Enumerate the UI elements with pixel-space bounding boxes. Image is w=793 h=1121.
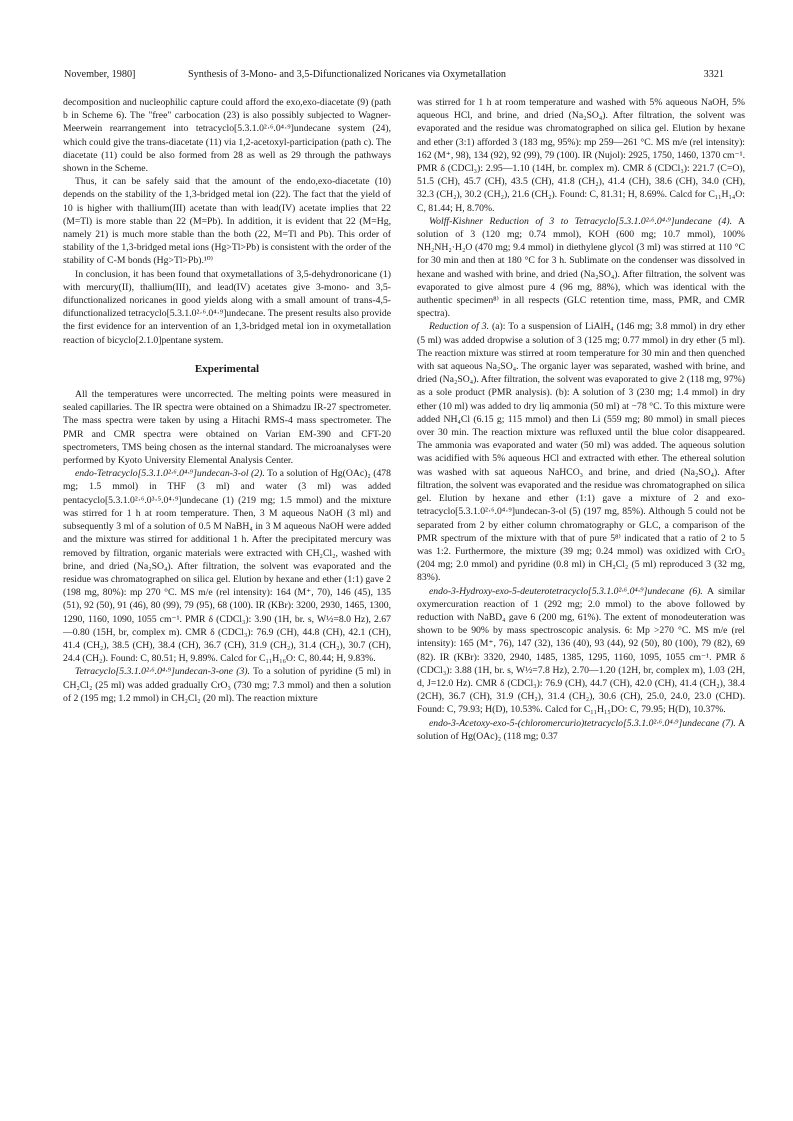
paragraph: In conclusion, it has been found that oxymetallations of 3,5-dehydronoricane (1) with mercury(II), thallium(III), and lead(IV) acetates give 3-mono- and 3,5-difunctionalized noricanes in good yields along with a small amount of trans-4,5-difunctionalized tetracyclo[5.3.1.0²·⁶.0⁴·⁹]undecane. The present results also provide the first evidence for an intervention of an 1,3-bridged metal ion in oxymetallation reaction of bicyclo[2.1.0]pentane system. [63, 268, 391, 346]
compound-procedure: (a): To a suspension of LiAlH₄ (146 mg; 3.8 mmol) in dry ether (5 ml) was added dropwise a solution of 3 (125 mg; 0.77 mmol) in dry ether (5 ml). The reaction mixture was stirred at room temperature for 30 min and then quenched with sat aqueous Na₂SO₄. The organic layer was separated, washed with brine, and dried (Na₂SO₄). After filtration, the solvent was evaporated to give 2 (118 mg, 97%) as a sole product (PMR analysis). (b): A solution of 3 (230 mg; 1.4 mmol) in dry ether (10 ml) was added to dry liq ammonia (50 ml) at −78 °C. To this mixture were added NH₄Cl (6.15 g; 115 mmol) and then Li (559 mg; 80 mmol) in small pieces over 30 min. The reaction mixture was refluxed until the blue color disappeared. The ammonia was evaporated and water (50 ml) was added. The aqueous solution was acidified with 5% aqueous HCl and extracted with ether. The ethereal solution was washed with sat aqueous NaHCO₃ and brine, and dried (Na₂SO₄). After filtration, the solvent was evaporated and the residue was chromatographed on silica gel. Elution by hexane and ether (1:1) gave a mixture of 2 and exo-tetracyclo[5.3.1.0²·⁶.0⁴·⁹]undecan-3-ol (5) (197 mg, 85%). Although 5 could not be separated from 2 by either column chromatography or GLC, a comparison of the PMR spectrum of the mixture with that of pure 5⁸⁾ indicated that a ratio of 2 to 5 was 1:2. Furthermore, the mixture (39 mg; 0.24 mmol) was oxidized with CrO₃ (204 mg; 2.0 mmol) and pyridine (0.8 ml) in CH₂Cl₂ (5 ml) reproduced 3 (32 mg, 83%). [417, 321, 745, 584]
header-page-number: 3321 [703, 69, 724, 80]
left-column [63, 96, 391, 705]
paragraph: was stirred for 1 h at room temperature and washed with 5% aqueous NaOH, 5% aqueous HCl, and brine, and dried (Na₂SO₄). After filtration, the solvent was evaporated and the residue was chromatographed on silica gel. Elution by hexane and ether (3:1) afforded 3 (183 mg, 95%): mp 259—261 °C. MS m/e (rel intensity): 162 (M⁺, 98), 134 (92), 92 (99), 79 (100). IR (Nujol): 2925, 1750, 1460, 1370 cm⁻¹. PMR δ (CDCl₃): 2.95—1.10 (14H, br. complex m). CMR δ (CDCl₃): 221.7 (C=O), 51.5 (CH), 45.7 (CH), 43.5 (CH), 41.8 (CH₂), 41.4 (CH), 38.6 (CH), 34.0 (CH), 32.3 (CH₂), 30.2 (CH₂), 21.6 (CH₂). Found: C, 81.31; H, 8.69%. Calcd for C₁₁H₁₄O: C, 81.44; H, 8.70%. [417, 97, 745, 214]
compound-entry [417, 320, 745, 584]
compound-title: endo-3-Hydroxy-exo-5-deuterotetracyclo[5.3.1.0²·⁶.0⁴·⁹]undecane (6). [429, 585, 703, 597]
paragraph: decomposition and nucleophilic capture could afford the exo,exo-diacetate (9) (path b in Scheme 6). The "free" carbocation (23) is also possibly subjected to Wagner-Meerwein rearrangement into tetracyclo[5.3.1.0²·⁶.0⁴·⁹]undecane system (24), which could give the trans-diacetate (11) via 1,2-acetoxyl-participation (path c). The diacetate (11) could be also formed from 28 as well as 29 through the pathways shown in the Scheme. [63, 97, 391, 175]
compound-title: Tetracyclo[5.3.1.0²·⁶.0⁴·⁹]undecan-3-one (3). [75, 666, 250, 678]
compound-entry [417, 717, 745, 743]
compound-procedure: A solution of 3 (120 mg; 0.74 mmol), KOH (600 mg; 10.7 mmol), 100% NH₂NH₂·H₂O (470 mg; 9.4 mmol) in diethylene glycol (3 ml) was stirred at 110 °C for 30 min and then at 180 °C for 3 h. Sublimate on the condenser was dissolved in hexane and washed with brine, and dried (Na₂SO₄). After filtration, the solvent was evaporated to give almost pure 4 (96 mg, 88%), which was identical with the authentic specimen⁸⁾ in all respects (GLC retention time, mass, PMR, and CMR spectra). [417, 215, 745, 320]
compound-title: Reduction of 3. [429, 321, 489, 333]
compound-entry [63, 665, 391, 705]
paragraph: Thus, it can be safely said that the amount of the endo,exo-diacetate (10) depends on the stability of the 1,3-bridged metal ion (22). The fact that the yield of 10 is higher with thallium(III) acetate than with lead(IV) acetate implies that 22 (M=Tl) is more stable than 22 (M=Pb). In addition, it is evident that 22 (M=Hg, namely 21) is much more stable than the both (22, M=Tl and Pb). This order of stability of the 1,3-bridged metal ions (Hg>Tl>Pb) is consistent with the order of the stability of C-M bonds (Hg>Tl>Pb).¹⁰⁾ [63, 176, 391, 267]
compound-entry [417, 215, 745, 321]
compound-title: endo-3-Acetoxy-exo-5-(chloromercurio)tetracyclo[5.3.1.0²·⁶.0⁴·⁹]undecane (7). [429, 717, 736, 729]
right-column [417, 96, 745, 743]
compound-procedure: To a solution of Hg(OAc)₂ (478 mg; 1.5 mmol) in THF (3 ml) and water (3 ml) was added pentacyclo[5.3.1.0²·⁶.0³·⁵.0⁴·⁹]undecane (1) (219 mg; 1.5 mmol) and the mixture was stirred for 1 h at room temperature. Then, 3 M aqueous NaOH (3 ml) and subsequently 3 ml of a solution of 0.5 M NaBH₄ in 3 M aqueous NaOH were added and the mixture was stirred for additional 1 h. After the precipitated mercury was removed by filtration, organic materials were extracted with CH₂Cl₂, washed with brine, and dried (Na₂SO₄). After filtration, the solvent was evaporated and the residue was chromatographed on silica gel. Elution by hexane and ether (1:1) gave 2 (198 mg, 80%): mp 270 °C. MS m/e (rel intensity): 164 (M⁺, 70), 146 (45), 135 (51), 92 (50), 91 (46), 80 (99), 79 (95), 68 (100). IR (KBr): 3200, 2930, 1465, 1300, 1290, 1160, 1090, 1055 cm⁻¹. PMR δ (CDCl₃): 3.90 (1H, br. s, W½=8.0 Hz), 2.67—0.80 (15H, br, complex m). CMR δ (CDCl₃): 76.9 (CH), 44.8 (CH), 42.1 (CH), 41.4 (CH₂), 38.5 (CH), 38.4 (CH), 36.7 (CH), 31.9 (CH₂), 31.4 (CH₂), 30.7 (CH), 24.4 (CH₂). Found: C, 80.51; H, 9.89%. Calcd for C₁₁H₁₆O: C, 80.44; H, 9.83%. [63, 468, 391, 665]
compound-procedure: A solution of Hg(OAc)₂ (118 mg; 0.37 [417, 717, 745, 742]
compound-procedure: A similar oxymercuration reaction of 1 (292 mg; 2.0 mmol) to the above followed by reduction with NaBD₄ gave 6 (200 mg, 61%). The extent of monodeuteration was shown to be 90% by mass spectroscopic analysis. 6: Mp >270 °C. MS m/e (rel intensity): 165 (M⁺, 76), 147 (32), 136 (40), 93 (44), 92 (50), 80 (100), 79 (82), 69 (82). IR (KBr): 3320, 2940, 1485, 1385, 1295, 1160, 1095, 1055 cm⁻¹. PMR δ (CDCl₃): 3.88 (1H, br. s, W½=7.8 Hz), 2.70—1.20 (12H, br, complex m), 1.03 (2H, d, J=12.0 Hz). CMR δ (CDCl₃): 76.9 (CH), 44.7 (CH), 42.0 (CH), 41.4 (CH₂), 38.4 (2CH), 36.7 (CH), 31.9 (CH₂), 31.4 (CH₂), 30.6 (CH), 25.0, 24.0, 23.0 (CHD). Found: C, 79.93; H(D), 10.53%. Calcd for C₁₁H₁₅DO: C, 79.95; H(D), 10.37%. [417, 585, 745, 716]
compound-procedure: To a solution of pyridine (5 ml) in CH₂Cl₂ (25 ml) was added gradually CrO₃ (730 mg; 7.3 mmol) and then a solution of 2 (195 mg; 1.2 mmol) in CH₂Cl₂ (20 ml). The reaction mixture [63, 666, 392, 704]
compound-title: Wolff-Kishner Reduction of 3 to Tetracyclo[5.3.1.0²·⁶.0⁴·⁹]undecane (4). [429, 215, 732, 227]
section-heading: Experimental [194, 362, 260, 375]
compound-title: endo-Tetracyclo[5.3.1.0²·⁶.0⁴·⁹]undecan-3-ol (2). [75, 468, 265, 480]
paragraph: All the temperatures were uncorrected. The melting points were measured in sealed capillaries. The IR spectra were obtained on a Shimadzu IR-27 spectrometer. The mass spectra were taken by using a Hitachi RMS-4 mass spectrometer. The PMR and CMR spectra were obtained on Varian EM-390 and CFT-20 spectrometers, TMS being chosen as the internal standard. The microanalyses were performed by Kyoto University Elemental Analysis Center. [63, 389, 391, 467]
running-header [64, 68, 724, 82]
compound-entry [417, 585, 745, 717]
compound-entry [63, 467, 391, 665]
header-title: Synthesis of 3-Mono- and 3,5-Difunctionalized Noricanes via Oxymetallation [188, 69, 507, 80]
header-date: November, 1980] [64, 69, 136, 80]
